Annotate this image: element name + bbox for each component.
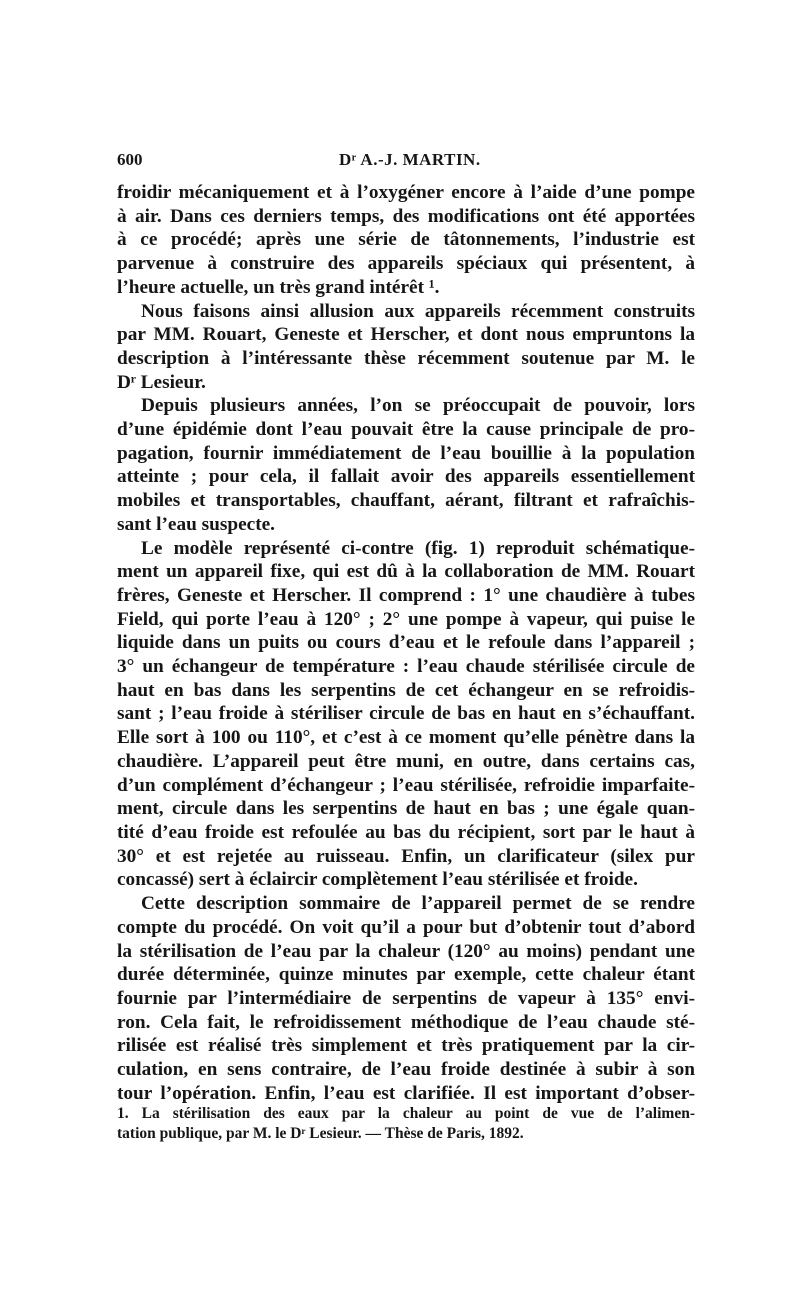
text-line: d’un complément d’échangeur ; l’eau stérilisée, refroidie imparfaite-: [117, 774, 695, 796]
footnote-line: tation publique, par M. le Dʳ Lesieur. — Thèse de Paris, 1892.: [117, 1125, 524, 1142]
page-number: 600: [117, 150, 143, 169]
text-line: 3° un échangeur de température : l’eau chaude stérilisée circule de: [117, 656, 695, 678]
text-line: Field, qui porte l’eau à 120° ; 2° une pompe à vapeur, qui puise le: [117, 608, 695, 630]
text-line: pagation, fournir immédiatement de l’eau bouillie à la population: [117, 442, 695, 464]
text-line: culation, en sens contraire, de l’eau froide destinée à subir à son: [117, 1059, 695, 1081]
text-line: haut en bas dans les serpentins de cet échangeur en se refroidis-: [117, 679, 695, 701]
text-line: liquide dans un puits ou cours d’eau et le refoule dans l’appareil ;: [117, 632, 695, 654]
text-line: parvenue à construire des appareils spéciaux qui présentent, à: [117, 253, 695, 275]
text-line: froidir mécaniquement et à l’oxygéner encore à l’aide d’une pompe: [117, 182, 695, 203]
footnote: [117, 1104, 695, 1144]
text-line: durée déterminée, quinze minutes par exemple, cette chaleur étant: [117, 964, 695, 986]
text-line: Le modèle représenté ci-contre (fig. 1) reproduit schématique-: [141, 537, 695, 559]
paragraph-2: [117, 300, 695, 395]
text-line: à ce procédé; après une série de tâtonnements, l’industrie est: [117, 229, 695, 251]
text-line: ron. Cela fait, le refroidissement méthodique de l’eau chaude sté-: [117, 1011, 695, 1033]
text-line: sant ; l’eau froide à stériliser circule de bas en haut en s’échauffant.: [117, 703, 695, 725]
body-text: [117, 181, 695, 1105]
text-line: Dʳ Lesieur.: [117, 371, 206, 393]
text-line: Depuis plusieurs années, l’on se préoccupait de pouvoir, lors: [141, 395, 695, 417]
text-line: sant l’eau suspecte.: [117, 513, 275, 535]
text-line: la stérilisation de l’eau par la chaleur (120° au moins) pendant une: [117, 940, 695, 962]
text-line: Cette description sommaire de l’appareil permet de se rendre: [141, 893, 695, 915]
paragraph-5: [117, 892, 695, 1105]
footnote-line: 1. La stérilisation des eaux par la chaleur au point de vue de l’alimen-: [117, 1105, 695, 1122]
text-line: concassé) sert à éclaircir complètement l’eau stérilisée et froide.: [117, 869, 638, 891]
text-line: ment un appareil fixe, qui est dû à la collaboration de MM. Rouart: [117, 561, 695, 583]
text-line: d’une épidémie dont l’eau pouvait être la cause principale de pro-: [117, 419, 695, 441]
text-line: tour l’opération. Enfin, l’eau est clarifiée. Il est important d’obser-: [117, 1082, 695, 1104]
text-line: compte du procédé. On voit qu’il a pour but d’obtenir tout d’abord: [117, 916, 695, 938]
text-line: frères, Geneste et Herscher. Il comprend : 1° une chaudière à tubes: [117, 584, 695, 606]
text-line: ment, circule dans les serpentins de haut en bas ; une égale quan-: [117, 798, 695, 820]
running-head: [117, 150, 697, 174]
text-line: chaudière. L’appareil peut être muni, en outre, dans certains cas,: [117, 750, 695, 772]
text-line: 30° et est rejetée au ruisseau. Enfin, un clarificateur (silex pur: [117, 845, 695, 867]
text-line: tité d’eau froide est refoulée au bas du récipient, sort par le haut à: [117, 821, 695, 843]
text-line: atteinte ; pour cela, il fallait avoir des appareils essentiellement: [117, 466, 695, 488]
paragraph-1: [117, 181, 695, 300]
text-line: rilisée est réalisé très simplement et très pratiquement par la cir-: [117, 1035, 695, 1057]
text-line: fournie par l’intermédiaire de serpentins de vapeur à 135° envi-: [117, 987, 695, 1009]
text-line: mobiles et transportables, chauffant, aérant, filtrant et rafraîchis-: [117, 490, 695, 512]
paragraph-4: [117, 537, 695, 893]
text-line: description à l’intéressante thèse récemment soutenue par M. le: [117, 347, 695, 369]
text-line: à air. Dans ces derniers temps, des modifications ont été apportées: [117, 205, 695, 227]
text-line: Elle sort à 100 ou 110°, et c’est à ce moment qu’elle pénètre dans la: [117, 727, 695, 749]
text-line: l’heure actuelle, un très grand intérêt ¹.: [117, 276, 440, 298]
text-line: Nous faisons ainsi allusion aux appareils récemment construits: [141, 300, 695, 322]
text-line: par MM. Rouart, Geneste et Herscher, et dont nous empruntons la: [117, 324, 695, 346]
paragraph-3: [117, 394, 695, 536]
running-title: Dʳ A.-J. MARTIN.: [339, 150, 481, 169]
